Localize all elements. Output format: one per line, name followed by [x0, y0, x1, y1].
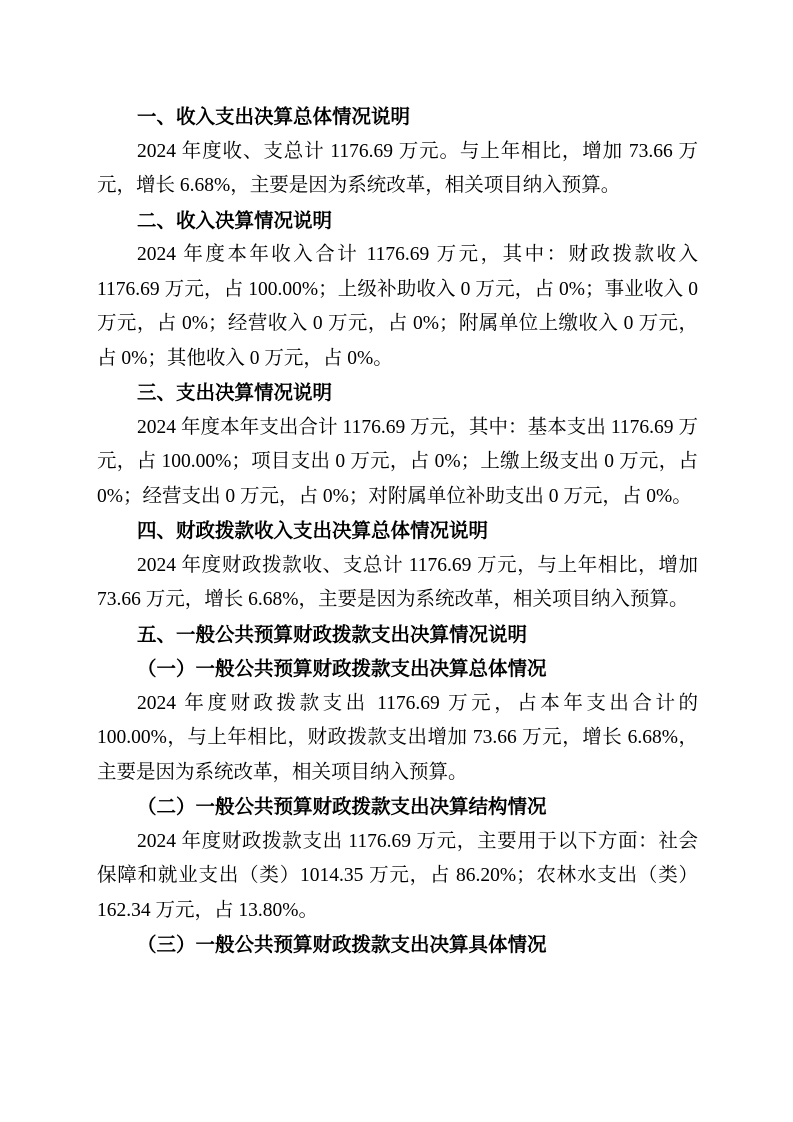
subsection-paragraph-5-1: 2024 年度财政拨款支出 1176.69 万元，占本年支出合计的 100.00%，与上年相比，财政拨款支出增加 73.66 万元，增长 6.68%，主要是因为系统改革，相关项目纳入预算。 — [97, 692, 698, 783]
subsection-heading-5-3: （三）一般公共预算财政拨款支出决算具体情况 — [137, 934, 547, 956]
section-paragraph-3: 2024 年度本年支出合计 1176.69 万元，其中：基本支出 1176.69 万元，占 100.00%；项目支出 0 万元，占 0%；上缴上级支出 0 万元，占 0%；经营支出 0 万元，占 0%；对附属单位补助支出 0 万元，占 0%。 — [97, 416, 698, 507]
section-heading-3: 三、支出决算情况说明 — [137, 382, 333, 404]
section-paragraph-1: 2024 年度收、支总计 1176.69 万元。与上年相比，增加 73.66 万元，增长 6.68%，主要是因为系统改革，相关项目纳入预算。 — [97, 140, 698, 196]
section-paragraph-4: 2024 年度财政拨款收、支总计 1176.69 万元，与上年相比，增加 73.66 万元，增长 6.68%，主要是因为系统改革，相关项目纳入预算。 — [97, 554, 698, 610]
section-paragraph-2: 2024 年度本年收入合计 1176.69 万元，其中：财政拨款收入 1176.69 万元，占 100.00%；上级补助收入 0 万元，占 0%；事业收入 0 万元，占 0%；经营收入 0 万元，占 0%；附属单位上缴收入 0 万元，占 0%；其他收入 0 万元，占 0%。 — [97, 244, 698, 369]
subsection-paragraph-5-2: 2024 年度财政拨款支出 1176.69 万元，主要用于以下方面：社会保障和就业支出（类）1014.35 万元，占 86.20%；农林水支出（类）162.34 万元，占 13.80%。 — [97, 830, 698, 921]
section-heading-4: 四、财政拨款收入支出决算总体情况说明 — [137, 520, 489, 542]
subsection-heading-5-1: （一）一般公共预算财政拨款支出决算总体情况 — [137, 658, 547, 680]
document-content — [97, 100, 698, 963]
section-heading-2: 二、收入决算情况说明 — [137, 209, 333, 232]
section-heading-1: 一、收入支出决算总体情况说明 — [137, 106, 411, 128]
section-heading-5: 五、一般公共预算财政拨款支出决算情况说明 — [137, 623, 528, 646]
subsection-heading-5-2: （二）一般公共预算财政拨款支出决算结构情况 — [137, 796, 547, 818]
